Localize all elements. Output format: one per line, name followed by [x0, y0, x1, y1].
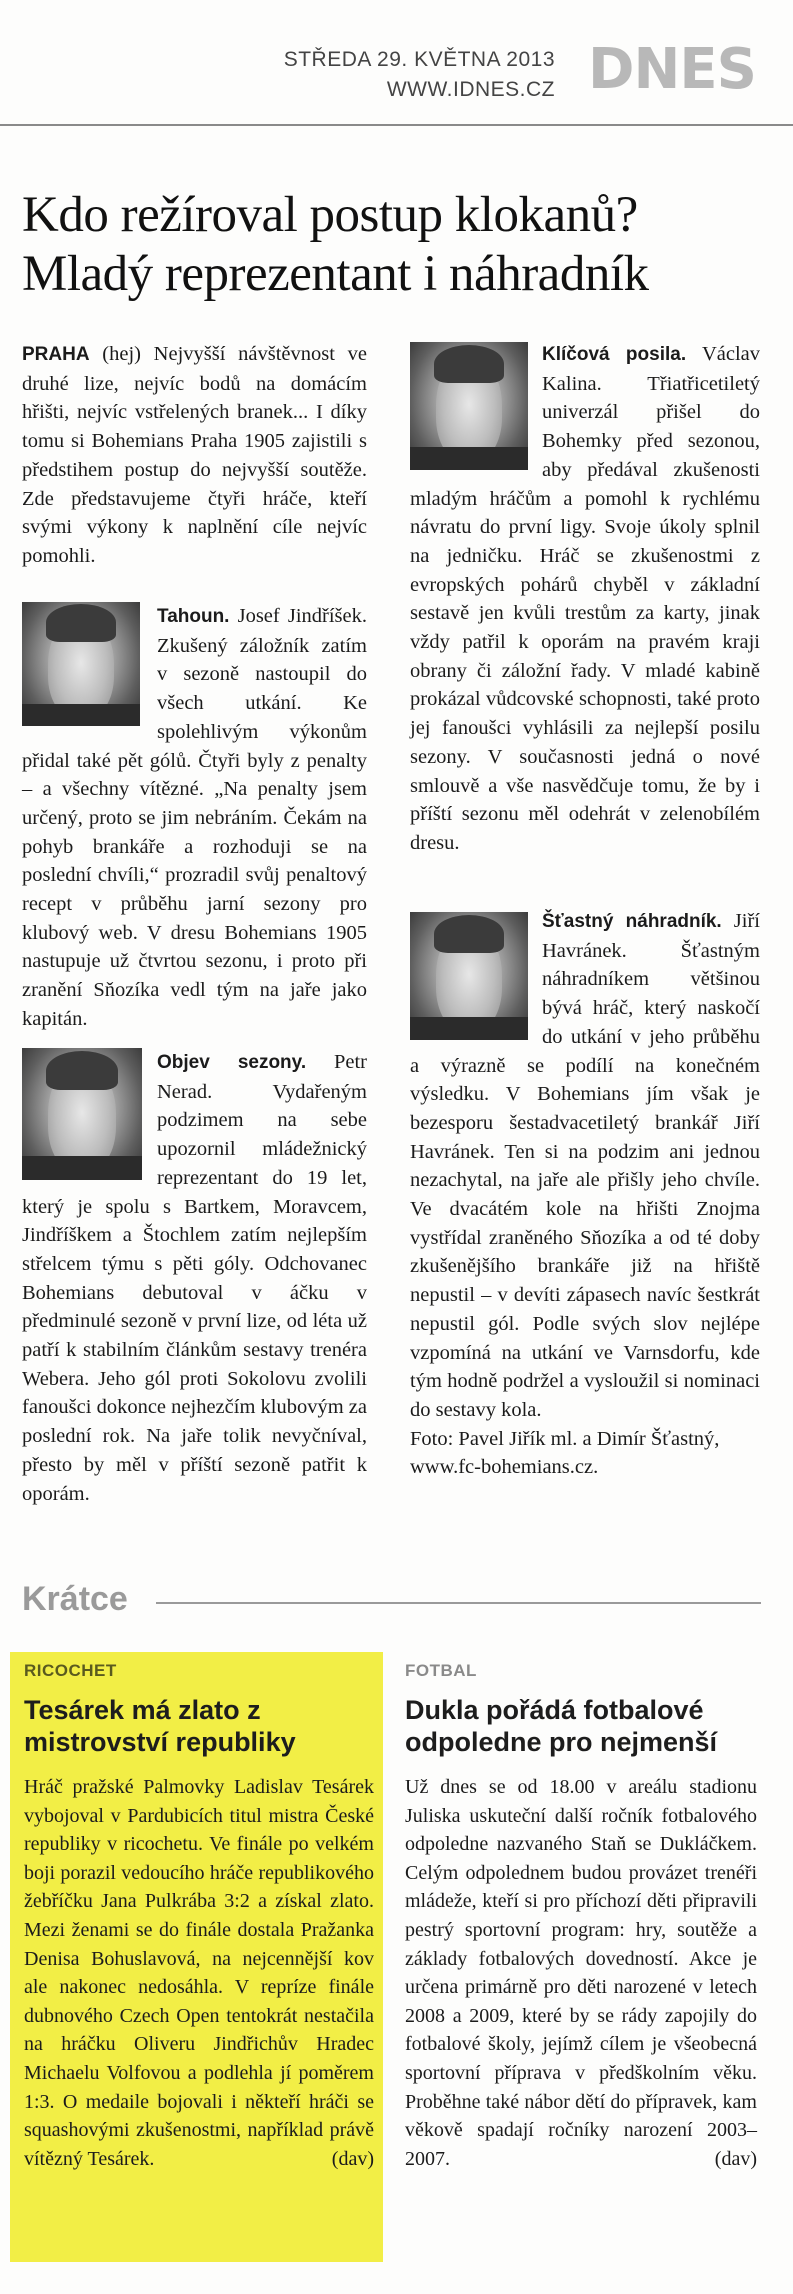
issue-date: STŘEDA 29. KVĚTNA 2013	[283, 48, 555, 71]
intro-text: (hej) Nejvyšší návštěvnost ve druhé lize, nejvíc bodů na domácím hřišti, nejvíc vstřelených branek... I díky tomu si Bohemians Praha 1905 zajistili s předstihem postup do nejvyšší soutěže. Zde představujeme čtyři hráče, kteří svými výkony k naplnění cíle nejvíc pomohli.	[22, 343, 367, 567]
fotbal-text: Už dnes se od 18.00 v areálu stadionu Juliska uskuteční další ročník fotbalového odpoledne nazvaného Staň se Dukláčkem. Celým odpolednem budou provázet trenéři mládeže, kteří si pro příchozí děti připravili pestrý sportovní program: hry, soutěže a základy fotbalových dovedností. Akce je určena primárně pro děti narozené v letech 2008 a 2009, které by se rády zapojily do fotbalové školy, jejímž cílem je všeobecná sportovní příprava v předškolním věku. Proběhne také nábor dětí do přípravek, kam věkově spadají ročníky narození 2003–2007.	[405, 1776, 757, 2170]
photo-credit: Foto: Pavel Jiřík ml. a Dimír Šťastný, www.fc-bohemians.cz.	[410, 1427, 720, 1479]
ricochet-signature: (dav)	[331, 2147, 374, 2170]
ricochet-title: Tesárek má zlato z mistrovství republiky	[24, 1695, 296, 1757]
objev-label: Objev sezony.	[157, 1052, 307, 1073]
klicova-paragraph	[410, 340, 760, 858]
fotbal-label: FOTBAL	[405, 1661, 477, 1680]
section-title-kratce: Krátce	[22, 1580, 128, 1618]
ricochet-label: RICOCHET	[24, 1661, 117, 1680]
stastny-label: Šťastný náhradník.	[542, 911, 722, 932]
objev-paragraph	[22, 1048, 367, 1508]
intro-paragraph	[22, 340, 367, 571]
article-headline	[22, 186, 782, 304]
fotbal-body	[405, 1773, 757, 2173]
dateline: PRAHA	[22, 344, 90, 365]
klicova-text: Václav Kalina. Třiatřicetiletý univerzál přišel do Bohemky před sezonou, aby předával zkušenosti mladým hráčům a pomohl k rychlému návratu do první ligy. Svoje úkoly splnil na jedničku. Hráč se zkušenostmi z evropských pohárů chyběl v základní sestavě jen kvůli trestům za karty, jinak vždy patřil k oporám na pravém kraji obrany či záložní řady. V mladé kabině prokázal vůdcovské schopnosti, také proto jej fanoušci vyhlásili za nejlepší posilu sezony. V současnosti jedná o nové smlouvě a vše nasvědčuje tomu, že by i příští sezonu měl odehrát v zelenobílém dresu.	[410, 343, 760, 854]
dnes-logo: DNES	[588, 37, 756, 102]
stastny-paragraph	[410, 907, 760, 1482]
tahoun-paragraph	[22, 602, 367, 1034]
objev-text: Petr Nerad. Vydařeným podzimem na sebe upozornil mládežnický reprezentant do 19 let, který je spolu s Bartkem, Moravcem, Jindříškem a Štochlem zatím nejlepším střelcem týmu s pěti góly. Odchovanec Bohemians debutoval v áčku v předminulé sezoně v první lize, od léta už patří k stabilním článkům sestavy trenéra Webera. Jeho gól proti Sokolovu zvolili fanoušci dokonce nejhezčím klubovým za poslední rok. Na jaře tolik nevyčníval, přesto by měl v příští sezoně patřit k oporám.	[22, 1051, 367, 1505]
fotbal-title: Dukla pořádá fotbalové odpoledne pro nejmenší	[405, 1695, 718, 1757]
headline-line-1: Kdo režíroval postup klokanů?	[22, 187, 638, 243]
tahoun-text: Josef Jindříšek. Zkušený záložník zatím v sezoně nastoupil do všech utkání. Ke spolehlivým výkonům přidal také pět gólů. Čtyři byly z penalty – a všechny vítězné. „Na penalty jsem určený, proto se jim nebráním. Čekám na pohyb brankáře a rozhoduji se na poslední chvíli,“ prozradil svůj penaltový recept v průběhu jarní sezony pro klubový web. V dresu Bohemians 1905 nastupuje už čtvrtou sezonu, i proto při zranění Sňozíka vedl tým na jaře jako kapitán.	[22, 605, 367, 1030]
website-url: WWW.IDNES.CZ	[386, 78, 555, 101]
stastny-text: Jiří Havránek. Šťastným náhradníkem většinou bývá hráč, který naskočí do utkání v jeho průběhu a výrazně se podílí na konečném výsledku. V Bohemians jím však je bezesporu šestadvacetiletý brankář Jiří Havránek. Ten si na podzim ani jednou nezachytal, na jaře ale přišly jeho chvíle. Ve dvacátém kole na hřišti Znojma vystřídal zraněného Sňozíka a od té doby zkušenějšího brankáře již na hřiště nepustil – v devíti zápasech navíc šestkrát nepustil gól. Podle svých slov nejlépe vzpomíná na utkání ve Varnsdorfu, kde tým hodně podržel a vysloužil si nominaci do sestavy kola.	[410, 910, 760, 1421]
klicova-label: Klíčová posila.	[542, 344, 687, 365]
headline-line-2: Mladý reprezentant i náhradník	[22, 246, 649, 302]
section-divider	[156, 1602, 761, 1604]
ricochet-text: Hráč pražské Palmovky Ladislav Tesárek vybojoval v Pardubicích titul mistra České republiky v ricochetu. Ve finále po velkém boji porazil vedoucího hráče republikového žebříčku Jana Pulkrába 3:2 a získal zlato. Mezi ženami se do finále dostala Pražanka Denisa Bohuslavová, na nejcennější kov ale nakonec nedosáhla. V repríze finále dubnového Czech Open tentokrát nestačila na hráčku Oliveru Jindřichův Hradec Michaelu Volfovou a podlehla jí poměrem 1:3. O medaile bojovali i někteří hráči se squashovými zkušenostmi, například právě vítězný Tesárek.	[24, 1776, 374, 2170]
fotbal-signature: (dav)	[714, 2147, 757, 2170]
tahoun-label: Tahoun.	[157, 606, 230, 627]
header-divider	[0, 124, 793, 126]
ricochet-body	[24, 1773, 374, 2173]
